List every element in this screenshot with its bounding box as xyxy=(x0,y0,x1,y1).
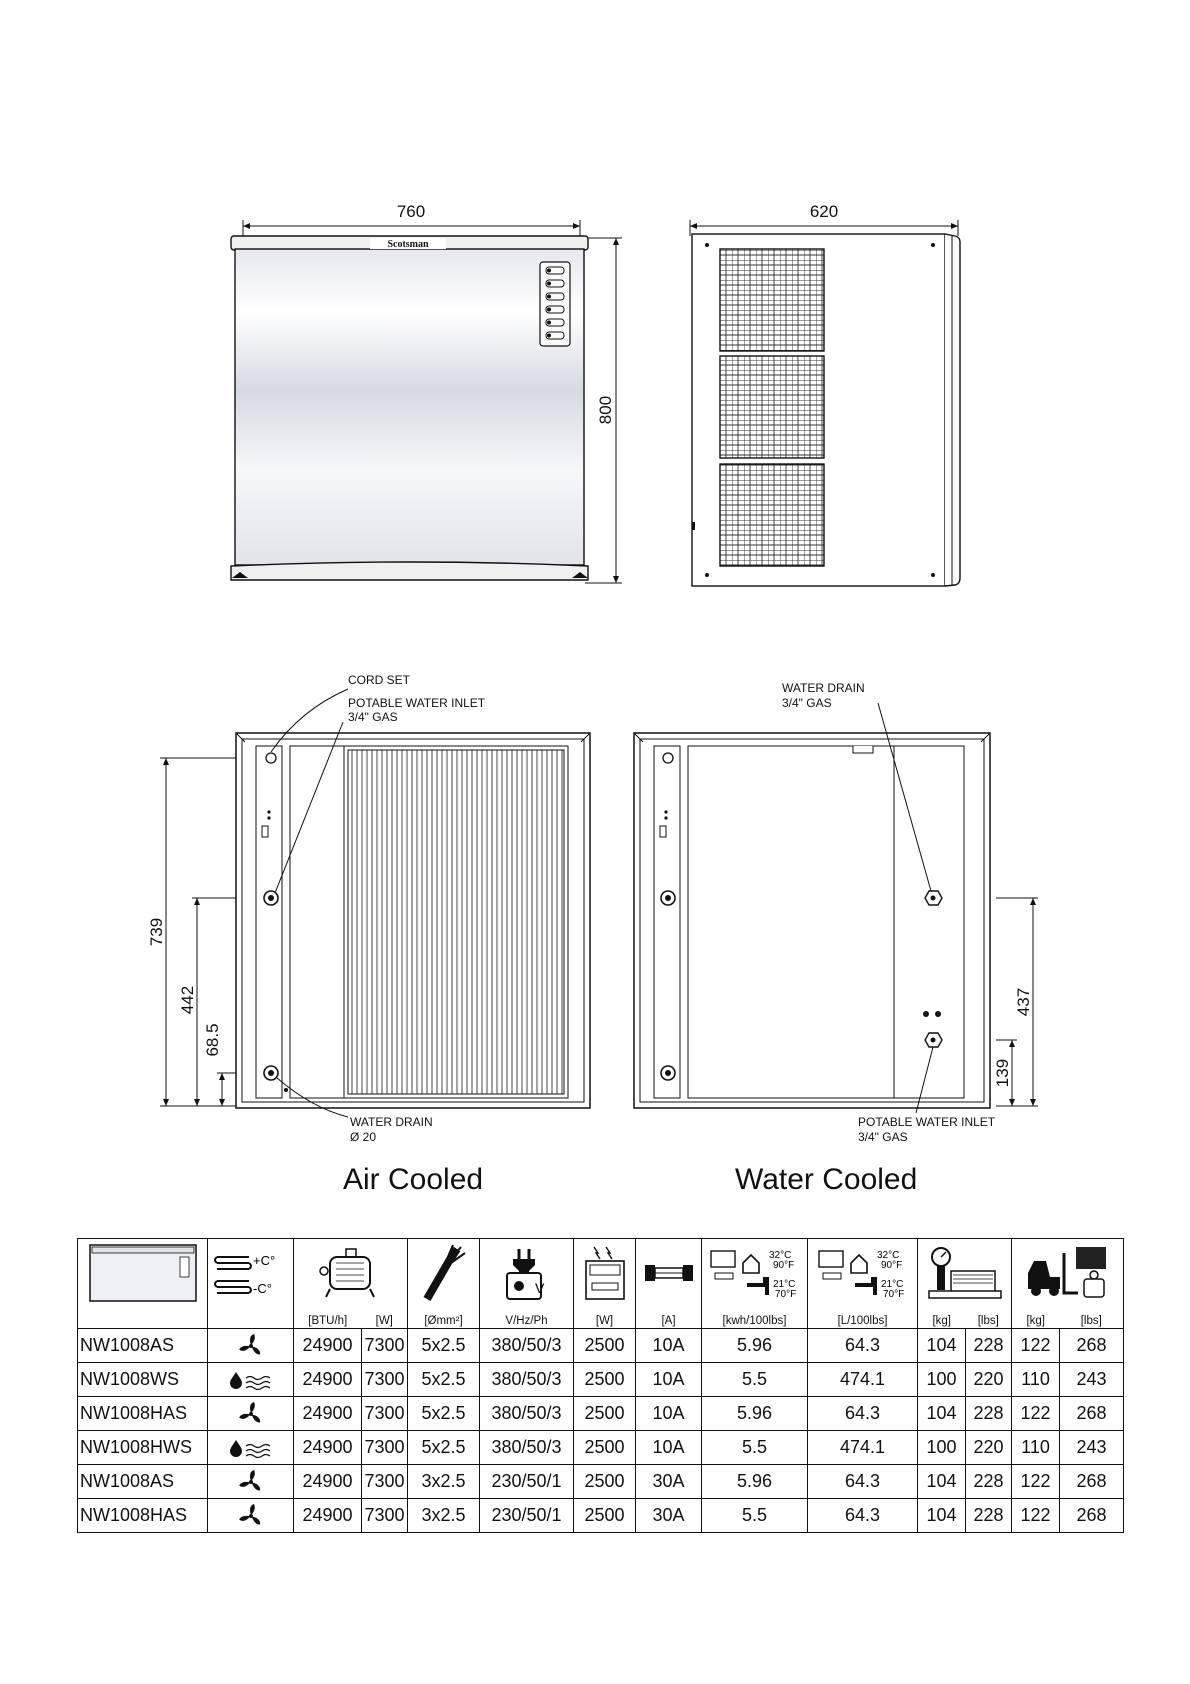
cable-cell: 3x2.5 xyxy=(408,1465,480,1499)
gross-kg-cell: 122 xyxy=(1012,1397,1060,1431)
svg-text:90°F: 90°F xyxy=(880,1260,902,1271)
gross-kg-cell: 122 xyxy=(1012,1465,1060,1499)
table-row xyxy=(78,1329,1124,1363)
water-cooled-back-view xyxy=(634,681,1038,1144)
fuse-icon xyxy=(636,1239,702,1308)
spec-table xyxy=(77,1238,1124,1533)
net-lbs-cell: 228 xyxy=(966,1465,1012,1499)
brand-logo: Scotsman xyxy=(387,239,429,250)
power-cell: 2500 xyxy=(574,1465,636,1499)
unit-cell: [A] xyxy=(636,1307,702,1329)
water-cell: 64.3 xyxy=(808,1329,918,1363)
water-drop-icon xyxy=(208,1431,294,1465)
air-cooled-back-view xyxy=(147,673,590,1144)
water-inlet-callout-2: 3/4" GAS xyxy=(858,1130,908,1144)
table-row xyxy=(78,1465,1124,1499)
table-row xyxy=(78,1363,1124,1397)
voltage-cell: 230/50/1 xyxy=(480,1465,574,1499)
cable-cell: 5x2.5 xyxy=(408,1431,480,1465)
side-depth-dimension: 620 xyxy=(809,202,839,221)
water-drain-callout-2: 3/4" GAS xyxy=(782,696,832,710)
fan-icon xyxy=(208,1465,294,1499)
unit-cell: [BTU/h] xyxy=(294,1307,362,1329)
voltage-cell: 380/50/3 xyxy=(480,1363,574,1397)
btu-cell: 24900 xyxy=(294,1465,362,1499)
btu-cell: 24900 xyxy=(294,1499,362,1533)
voltage-cell: 230/50/1 xyxy=(480,1499,574,1533)
front-height-dimension: 800 xyxy=(596,395,615,425)
btu-cell: 24900 xyxy=(294,1363,362,1397)
net-kg-cell: 104 xyxy=(918,1329,966,1363)
power-cell: 2500 xyxy=(574,1397,636,1431)
net-kg-cell: 104 xyxy=(918,1499,966,1533)
water-dim-437: 437 xyxy=(1014,987,1033,1017)
gross-lbs-cell: 268 xyxy=(1060,1397,1124,1431)
table-row xyxy=(78,1397,1124,1431)
svg-text:70°F: 70°F xyxy=(882,1289,904,1300)
power-cell: 2500 xyxy=(574,1329,636,1363)
svg-text:V: V xyxy=(534,1280,544,1296)
net-kg-cell: 100 xyxy=(918,1363,966,1397)
cooling-method-icon xyxy=(208,1239,294,1308)
table-row xyxy=(78,1499,1124,1533)
cord-set-callout: CORD SET xyxy=(348,673,411,687)
water-cell: 64.3 xyxy=(808,1397,918,1431)
unit-cell: [W] xyxy=(362,1307,408,1329)
model-cell: NW1008AS xyxy=(78,1329,208,1363)
svg-text:21°C: 21°C xyxy=(880,1279,903,1290)
air-dim-68-5: 68.5 xyxy=(203,1023,222,1057)
svg-text:70°F: 70°F xyxy=(774,1289,796,1300)
fan-icon xyxy=(208,1329,294,1363)
svg-text:90°F: 90°F xyxy=(772,1260,794,1271)
btu-cell: 24900 xyxy=(294,1397,362,1431)
power-plug-icon xyxy=(480,1239,574,1308)
gross-kg-cell: 122 xyxy=(1012,1499,1060,1533)
kwh-cell: 5.5 xyxy=(702,1431,808,1465)
gross-kg-cell: 122 xyxy=(1012,1329,1060,1363)
w-cell: 7300 xyxy=(362,1431,408,1465)
net-lbs-cell: 228 xyxy=(966,1397,1012,1431)
fan-icon xyxy=(208,1499,294,1533)
water-cooled-title: Water Cooled xyxy=(735,1163,918,1196)
svg-text:-C°: -C° xyxy=(252,1281,272,1296)
cable-cell: 5x2.5 xyxy=(408,1329,480,1363)
water-cell: 64.3 xyxy=(808,1499,918,1533)
water-inlet-callout-1: POTABLE WATER INLET xyxy=(858,1115,996,1129)
svg-text:32°C: 32°C xyxy=(876,1250,899,1261)
kwh-cell: 5.5 xyxy=(702,1499,808,1533)
compressor-icon xyxy=(294,1239,408,1308)
power-meter-icon xyxy=(574,1239,636,1308)
net-lbs-cell: 220 xyxy=(966,1363,1012,1397)
w-cell: 7300 xyxy=(362,1499,408,1533)
cable-cell: 5x2.5 xyxy=(408,1397,480,1431)
model-cell: NW1008AS xyxy=(78,1465,208,1499)
unit-cell: [Ømm²] xyxy=(408,1307,480,1329)
air-inlet-callout-2: 3/4" GAS xyxy=(348,710,398,724)
net-lbs-cell: 228 xyxy=(966,1499,1012,1533)
unit-cell: [W] xyxy=(574,1307,636,1329)
btu-cell: 24900 xyxy=(294,1329,362,1363)
machine-thumbnail-icon xyxy=(78,1239,208,1308)
unit-cell: [lbs] xyxy=(966,1307,1012,1329)
cable-cell: 3x2.5 xyxy=(408,1499,480,1533)
water-drop-icon xyxy=(208,1363,294,1397)
unit-cell: [kg] xyxy=(1012,1307,1060,1329)
gross-lbs-cell: 268 xyxy=(1060,1499,1124,1533)
unit-cell: [L/100lbs] xyxy=(808,1307,918,1329)
model-cell: NW1008HWS xyxy=(78,1431,208,1465)
fuse-cell: 10A xyxy=(636,1397,702,1431)
unit-cell: V/Hz/Ph xyxy=(480,1307,574,1329)
svg-text:+C°: +C° xyxy=(252,1253,275,1268)
model-cell: NW1008HAS xyxy=(78,1397,208,1431)
water-cell: 474.1 xyxy=(808,1363,918,1397)
gross-kg-cell: 110 xyxy=(1012,1431,1060,1465)
power-cell: 2500 xyxy=(574,1363,636,1397)
water-consumption-icon xyxy=(808,1239,918,1308)
air-cooled-title: Air Cooled xyxy=(343,1163,484,1196)
w-cell: 7300 xyxy=(362,1363,408,1397)
model-cell: NW1008WS xyxy=(78,1363,208,1397)
model-cell: NW1008HAS xyxy=(78,1499,208,1533)
water-cell: 64.3 xyxy=(808,1465,918,1499)
power-cell: 2500 xyxy=(574,1499,636,1533)
fuse-cell: 10A xyxy=(636,1329,702,1363)
voltage-cell: 380/50/3 xyxy=(480,1431,574,1465)
voltage-cell: 380/50/3 xyxy=(480,1397,574,1431)
net-kg-cell: 104 xyxy=(918,1465,966,1499)
fuse-cell: 10A xyxy=(636,1431,702,1465)
w-cell: 7300 xyxy=(362,1329,408,1363)
kwh-cell: 5.5 xyxy=(702,1363,808,1397)
cable-cell: 5x2.5 xyxy=(408,1363,480,1397)
fuse-cell: 10A xyxy=(636,1363,702,1397)
net-kg-cell: 104 xyxy=(918,1397,966,1431)
fan-icon xyxy=(208,1397,294,1431)
air-dim-739: 739 xyxy=(147,917,166,947)
cable-icon xyxy=(408,1239,480,1308)
gross-lbs-cell: 268 xyxy=(1060,1329,1124,1363)
gross-lbs-cell: 243 xyxy=(1060,1363,1124,1397)
units-row xyxy=(78,1307,1124,1329)
water-dim-139: 139 xyxy=(993,1058,1012,1088)
water-cell: 474.1 xyxy=(808,1431,918,1465)
unit-cell: [kwh/100lbs] xyxy=(702,1307,808,1329)
air-inlet-callout-1: POTABLE WATER INLET xyxy=(348,696,486,710)
net-lbs-cell: 220 xyxy=(966,1431,1012,1465)
net-kg-cell: 100 xyxy=(918,1431,966,1465)
svg-text:21°C: 21°C xyxy=(772,1279,795,1290)
net-weight-scale-icon xyxy=(918,1239,1012,1308)
power-cell: 2500 xyxy=(574,1431,636,1465)
kwh-cell: 5.96 xyxy=(702,1397,808,1431)
front-width-dimension: 760 xyxy=(396,202,426,221)
air-drain-callout-2: Ø 20 xyxy=(350,1130,377,1144)
voltage-cell: 380/50/3 xyxy=(480,1329,574,1363)
w-cell: 7300 xyxy=(362,1465,408,1499)
gross-weight-forklift-icon xyxy=(1012,1239,1124,1308)
unit-cell: [kg] xyxy=(918,1307,966,1329)
ventilation-grilles xyxy=(720,249,824,566)
kwh-cell: 5.96 xyxy=(702,1329,808,1363)
gross-lbs-cell: 243 xyxy=(1060,1431,1124,1465)
net-lbs-cell: 228 xyxy=(966,1329,1012,1363)
fuse-cell: 30A xyxy=(636,1499,702,1533)
side-view xyxy=(690,202,960,586)
unit-cell xyxy=(208,1307,294,1329)
front-view xyxy=(231,202,622,583)
energy-consumption-icon xyxy=(702,1239,808,1308)
unit-cell xyxy=(78,1307,208,1329)
gross-lbs-cell: 268 xyxy=(1060,1465,1124,1499)
air-dim-442: 442 xyxy=(178,985,197,1015)
table-row xyxy=(78,1431,1124,1465)
water-drain-callout-1: WATER DRAIN xyxy=(782,681,865,695)
kwh-cell: 5.96 xyxy=(702,1465,808,1499)
air-drain-callout-1: WATER DRAIN xyxy=(350,1115,433,1129)
gross-kg-cell: 110 xyxy=(1012,1363,1060,1397)
icon-header-row xyxy=(78,1239,1124,1308)
fuse-cell: 30A xyxy=(636,1465,702,1499)
btu-cell: 24900 xyxy=(294,1431,362,1465)
w-cell: 7300 xyxy=(362,1397,408,1431)
svg-text:32°C: 32°C xyxy=(768,1250,791,1261)
unit-cell: [lbs] xyxy=(1060,1307,1124,1329)
control-panel xyxy=(540,262,570,346)
